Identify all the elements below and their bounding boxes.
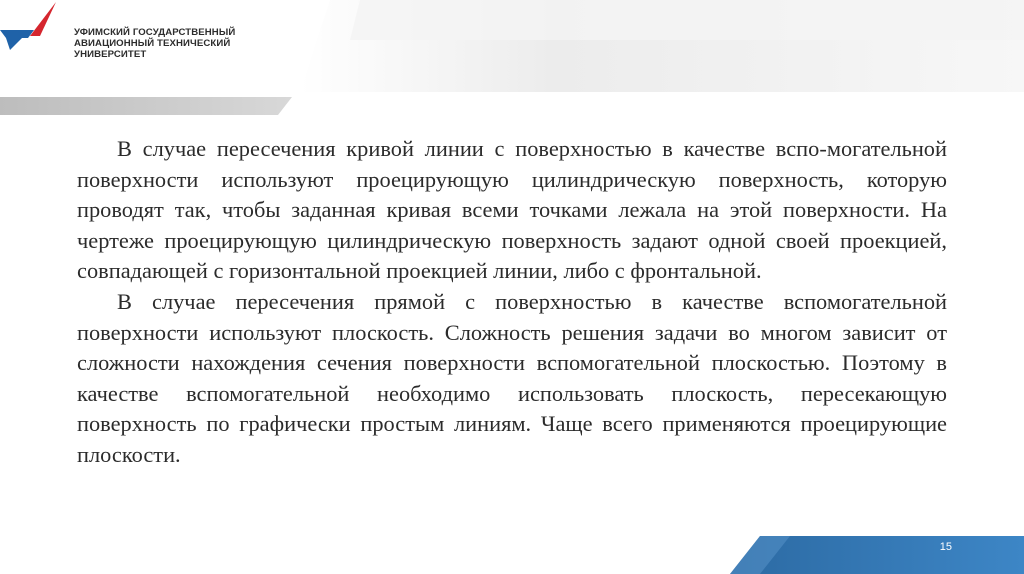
university-logo-icon [0,0,64,52]
header-band [0,0,1024,118]
slide-body [77,134,947,471]
university-name-line: АВИАЦИОННЫЙ ТЕХНИЧЕСКИЙ [74,38,231,50]
university-name-line: УНИВЕРСИТЕТ [74,49,147,61]
footer-band [730,536,1024,574]
university-name-line: УФИМСКИЙ ГОСУДАРСТВЕННЫЙ [74,27,236,38]
paragraph-line-intersection: В случае пересечения прямой с поверхностью в качестве вспомогательной поверхности используют плоскость. Сложность решения задачи во многом зависит от сложности нахождения сечения поверхности вспомогательной плоскостью. Поэтому в качестве вспомогательной необходимо использовать плоскость, пересекающую поверхность по графически простым линиям. Чаще всего применяются проецирующие плоскости. [77,288,947,467]
university-name [74,27,264,61]
page-number: 15 [939,541,952,553]
paragraph-curve-intersection: В случае пересечения кривой линии с поверхностью в качестве вспо-могательной поверхности используют проецирующую цилиндрическую поверхность, которую проводят так, чтобы заданная кривая всеми точками лежала на этой поверхности. На чертеже проецирующую цилиндрическую поверхность задают одной своей проекцией, совпадающей с горизонтальной проекцией линии, либо с фронтальной. [77,136,947,284]
